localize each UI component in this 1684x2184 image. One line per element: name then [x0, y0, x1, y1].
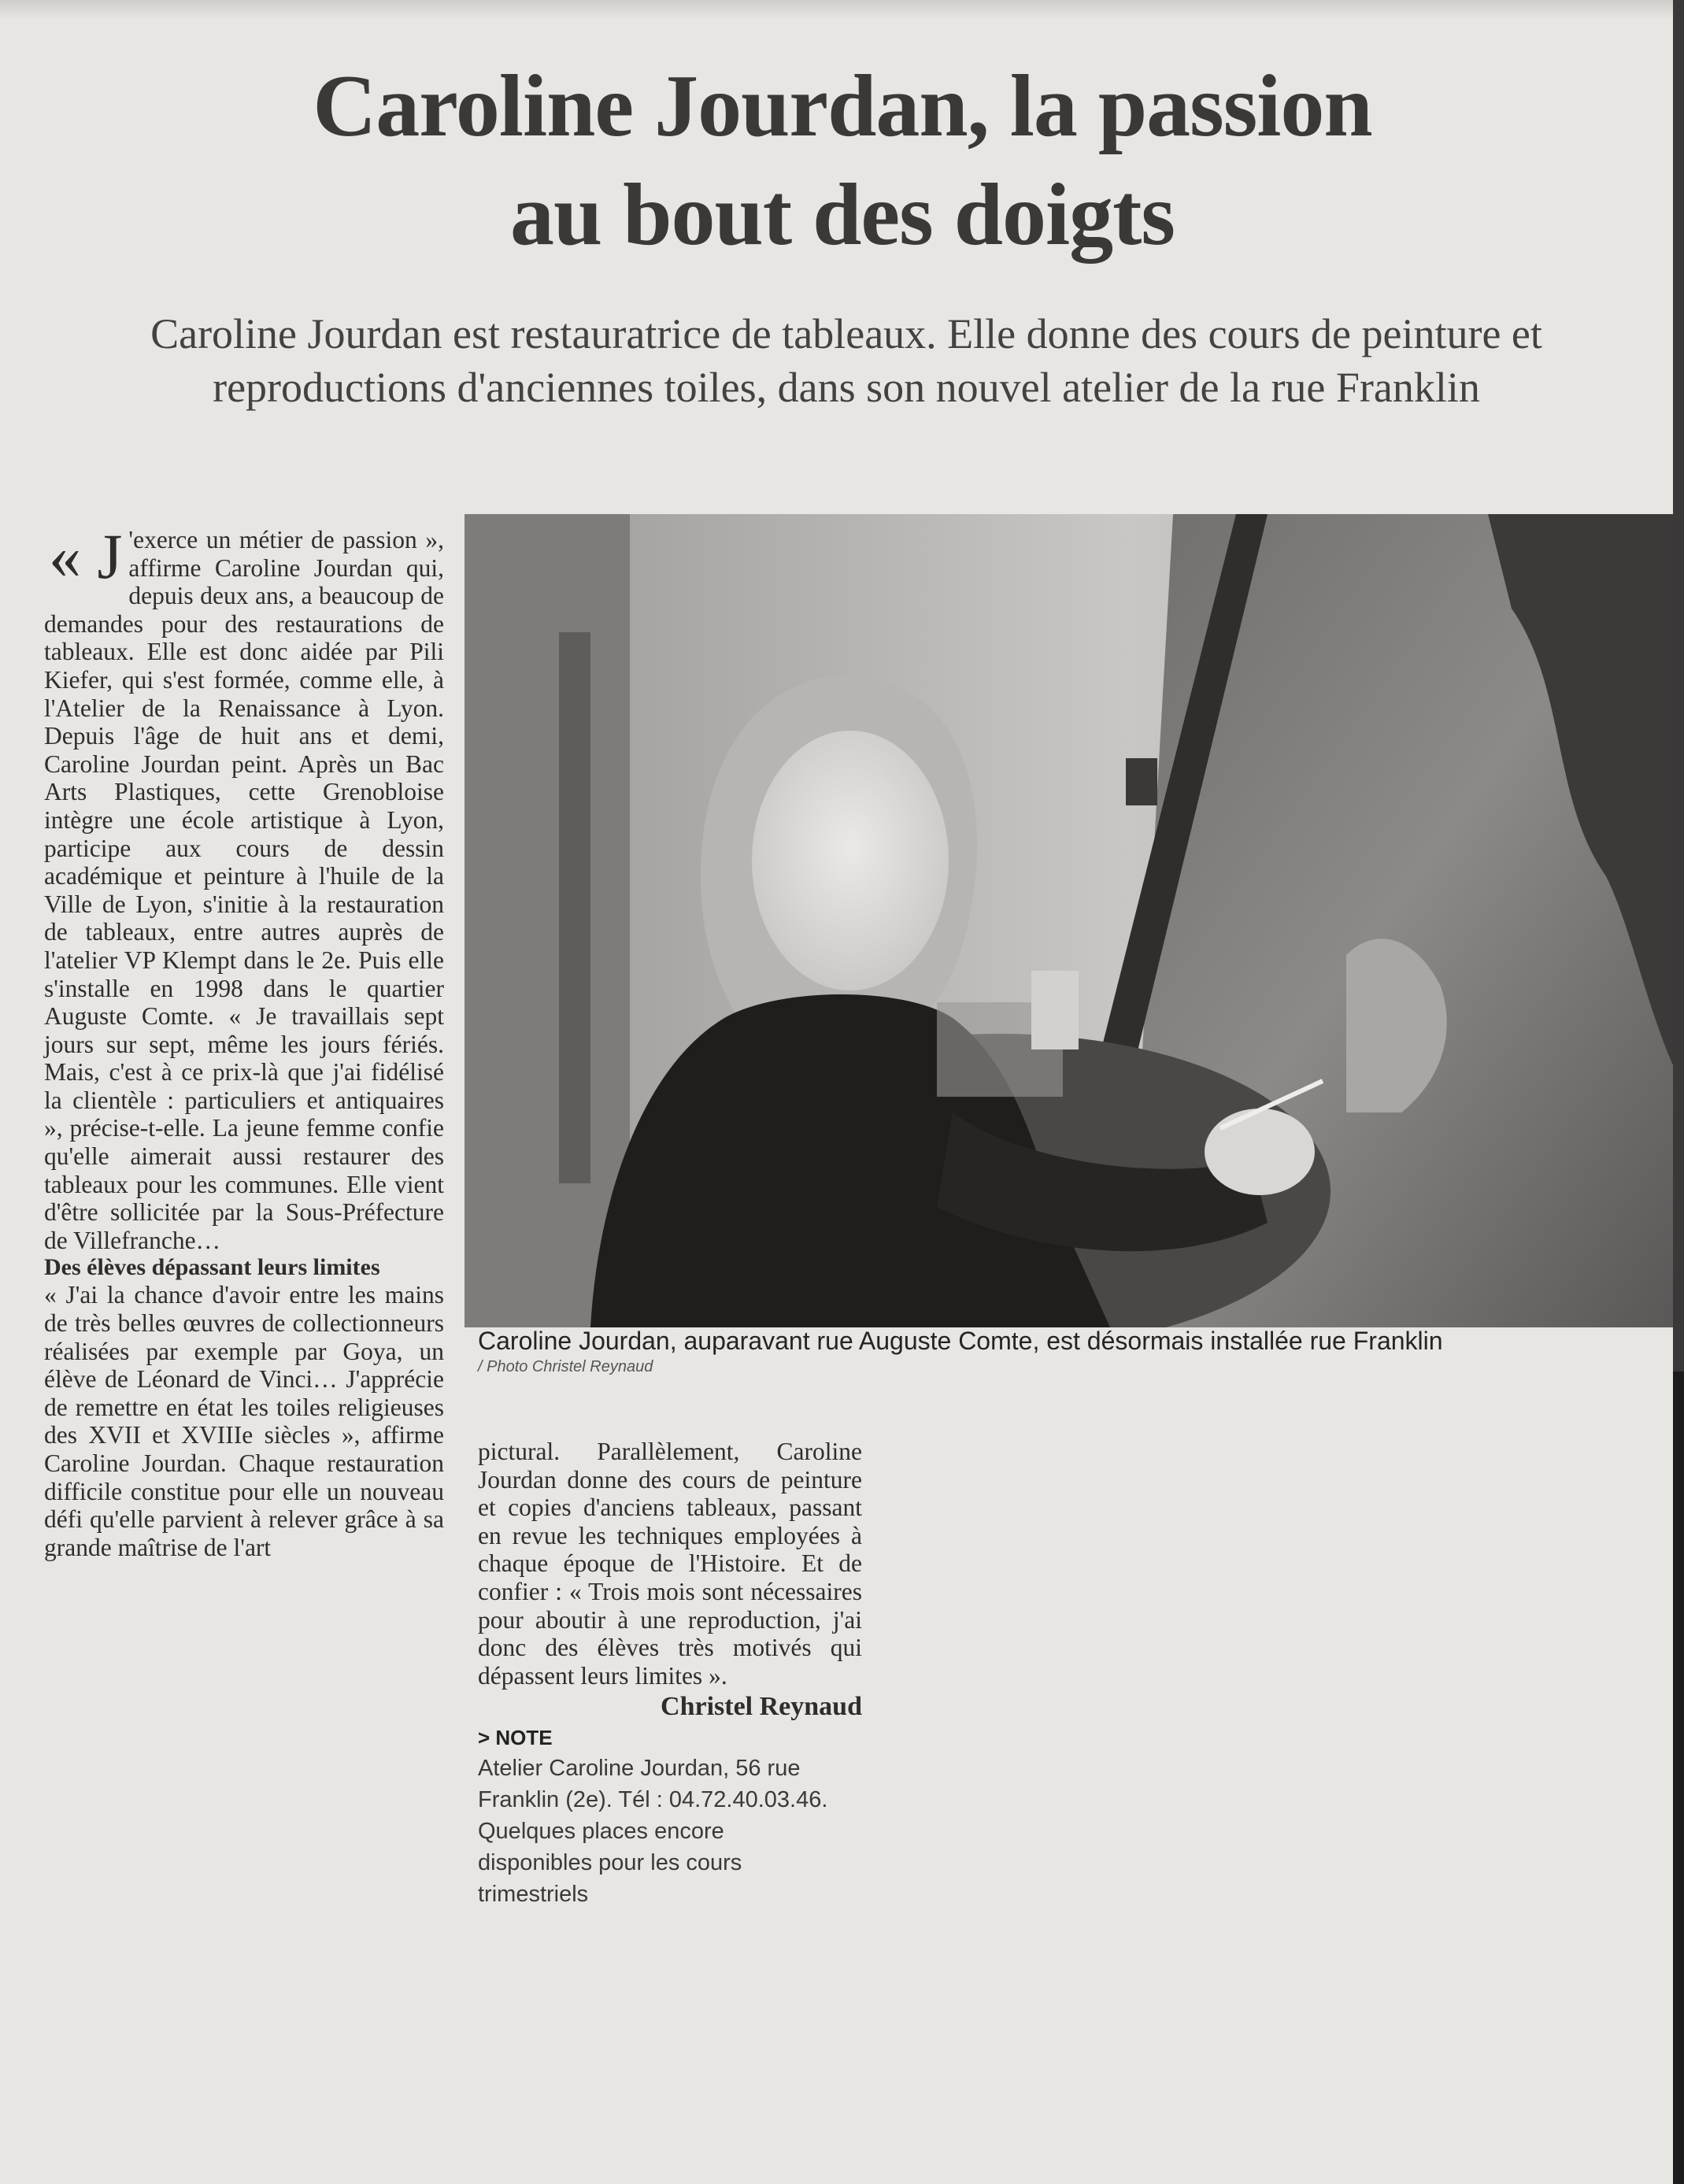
author-signature: Christel Reynaud: [661, 1692, 862, 1722]
note-label: > NOTE: [478, 1726, 553, 1750]
photo-caption: Caroline Jourdan, auparavant rue Auguste Comte, est désormais installée rue Franklin: [478, 1327, 1443, 1355]
text-column-1: [44, 520, 444, 1561]
text-column-2: [478, 1438, 862, 1910]
article-lead-paragraph: [44, 520, 444, 1254]
photo-painter-at-easel: [464, 514, 1673, 1327]
note-text: Atelier Caroline Jourdan, 56 rue Franklin (2e). Tél : 04.72.40.03.46. Quelques places encore disponibles pour les cours trimestriels: [478, 1755, 828, 1907]
article-body-part-2: « J'ai la chance d'avoir entre les mains de très belles œuvres de collectionneurs réalisées par exemple par Goya, un élève de Léonard de Vinci… J'apprécie de remettre en état les toiles religieuses des XVII et XVIIIe siècles », affirme Caroline Jourdan. Chaque restauration difficile constitue pour elle un nouveau défi qu'elle parvient à relever grâce à sa grande maîtrise de l'art: [44, 1281, 444, 1561]
standfirst: Caroline Jourdan est restauratrice de tableaux. Elle donne des cours de peinture et reproductions d'anciennes toiles, dans son nouvel atelier de la rue Franklin: [150, 310, 1542, 411]
headline-line-1: Caroline Jourdan, la passion: [313, 57, 1372, 155]
drop-cap: « J: [49, 520, 123, 592]
article-body-lead: 'exerce un métier de passion », affirme Caroline Jourdan qui, depuis deux ans, a beaucoup de demandes pour des restaurations de tableaux. Elle est donc aidée par Pili Kiefer, qui s'est formée, comme elle, à l'Atelier de la Renaissance à Lyon. Depuis l'âge de huit ans et demi, Caroline Jourdan peint. Après un Bac Arts Plastiques, cette Grenobloise intègre une école artistique à Lyon, participe aux cours de dessin académique et peinture à l'huile de la Ville de Lyon, s'initie à la restauration de tableaux, entre autres auprès de l'atelier VP Klempt dans le 2e. Puis elle s'installe en 1998 dans le quartier Auguste Comte. « Je travaillais sept jours sur sept, même les jours fériés. Mais, c'est à ce prix-là que j'ai fidélisé la clientèle : particuliers et antiquaires », précise-t-elle. La jeune femme confie qu'elle aimerait aussi restaurer des tableaux pour les communes. Elle vient d'être sollicitée par la Sous-Préfecture de Villefranche…: [44, 526, 444, 1254]
headline-line-2: au bout des doigts: [509, 166, 1175, 264]
headline: [47, 52, 1638, 269]
photo-credit: / Photo Christel Reynaud: [478, 1358, 653, 1375]
subhead: Des élèves dépassant leurs limites: [44, 1254, 380, 1281]
article-photo: [464, 514, 1673, 1327]
article-body-part-3: pictural. Parallèlement, Caroline Jourdan donne des cours de peinture et copies d'anciens tableaux, passant en revue les techniques employées à chaque époque de l'Histoire. Et de confier : « Trois mois sont nécessaires pour aboutir à une reproduction, j'ai donc des élèves très motivés qui dépassent leurs limites ».: [478, 1438, 862, 1690]
